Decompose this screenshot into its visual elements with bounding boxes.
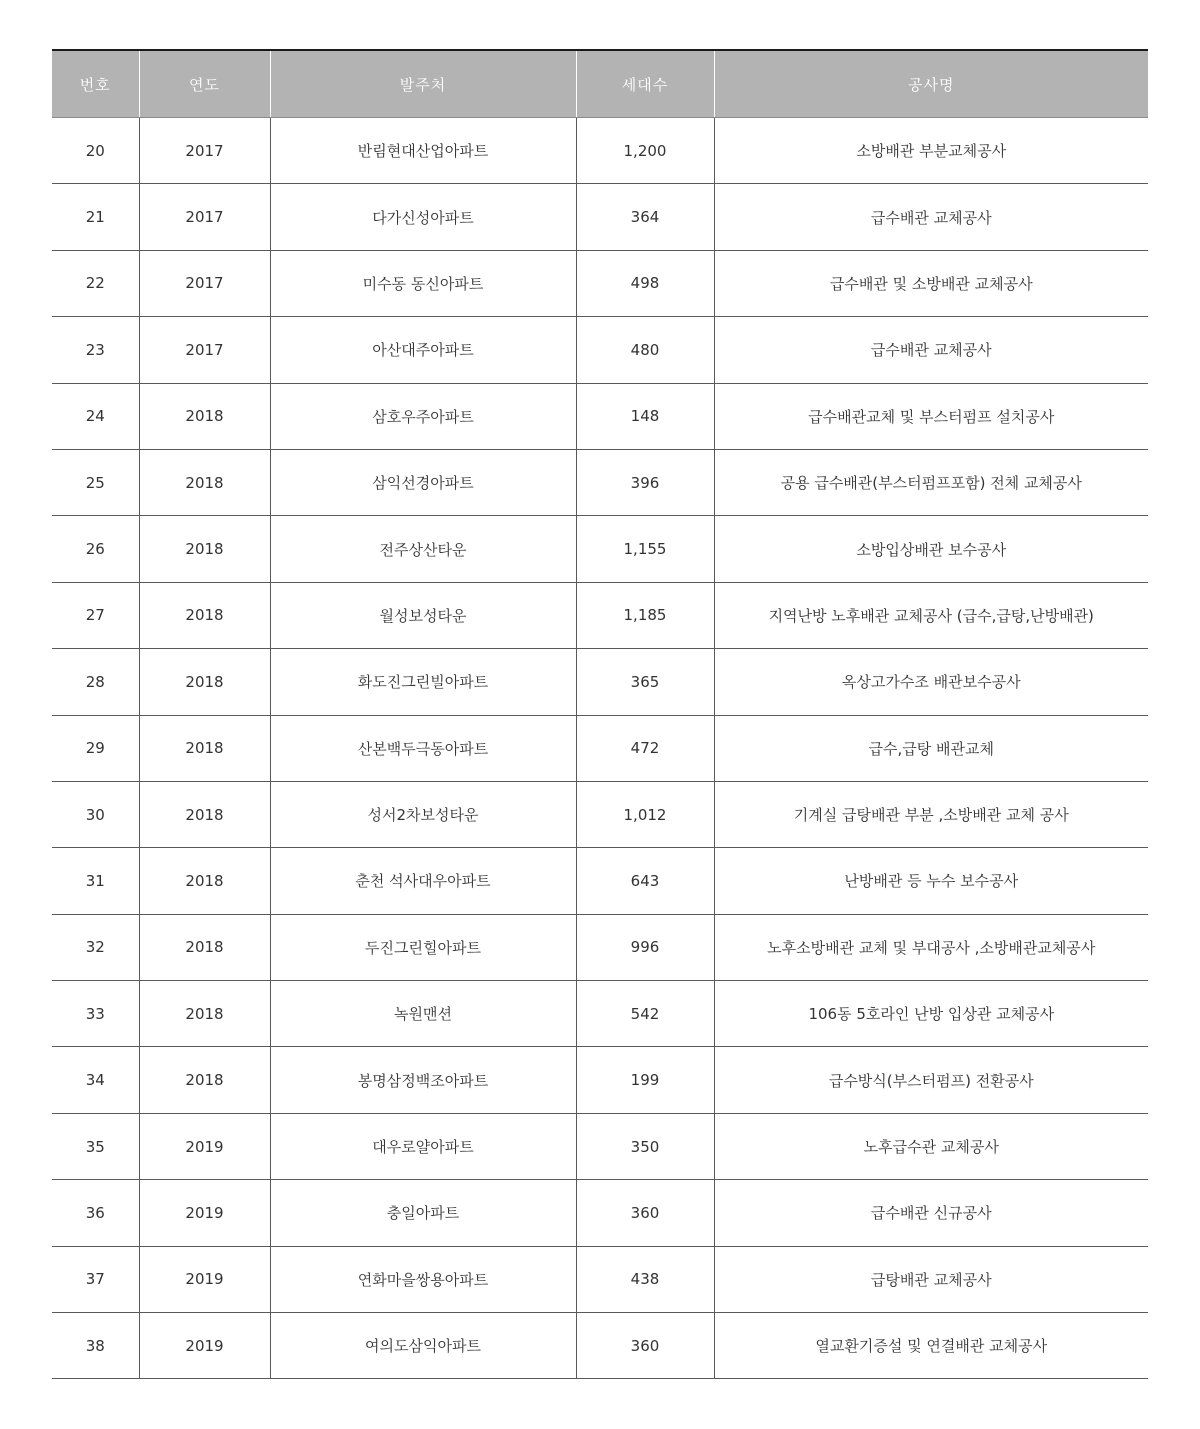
cell-units: 438	[576, 1246, 714, 1312]
cell-project-name: 급수,급탕 배관교체	[714, 715, 1148, 781]
header-number: 번호	[52, 50, 139, 118]
table-row	[52, 383, 1148, 449]
cell-project-name: 노후소방배관 교체 및 부대공사 ,소방배관교체공사	[714, 914, 1148, 980]
table-row	[52, 1047, 1148, 1113]
table-row	[52, 649, 1148, 715]
cell-units: 996	[576, 914, 714, 980]
cell-project-name: 급수배관 교체공사	[714, 184, 1148, 250]
table-row	[52, 1313, 1148, 1379]
cell-project-name: 소방배관 부분교체공사	[714, 118, 1148, 184]
cell-number: 28	[52, 649, 139, 715]
table-row	[52, 1113, 1148, 1179]
table-row	[52, 781, 1148, 847]
cell-client: 화도진그린빌아파트	[270, 649, 576, 715]
cell-project-name: 지역난방 노후배관 교체공사 (급수,급탕,난방배관)	[714, 582, 1148, 648]
cell-units: 364	[576, 184, 714, 250]
cell-units: 365	[576, 649, 714, 715]
cell-number: 31	[52, 848, 139, 914]
cell-year: 2019	[139, 1180, 270, 1246]
cell-year: 2018	[139, 449, 270, 515]
cell-year: 2018	[139, 649, 270, 715]
table-row	[52, 184, 1148, 250]
cell-year: 2018	[139, 582, 270, 648]
cell-client: 녹원맨션	[270, 981, 576, 1047]
cell-number: 34	[52, 1047, 139, 1113]
cell-year: 2018	[139, 981, 270, 1047]
cell-year: 2018	[139, 848, 270, 914]
cell-number: 24	[52, 383, 139, 449]
cell-project-name: 106동 5호라인 난방 입상관 교체공사	[714, 981, 1148, 1047]
cell-number: 25	[52, 449, 139, 515]
cell-units: 1,155	[576, 516, 714, 582]
project-history-table-container	[52, 49, 1148, 1379]
cell-project-name: 급수배관교체 및 부스터펌프 설치공사	[714, 383, 1148, 449]
cell-units: 360	[576, 1313, 714, 1379]
cell-project-name: 급수배관 신규공사	[714, 1180, 1148, 1246]
cell-number: 36	[52, 1180, 139, 1246]
cell-project-name: 열교환기증설 및 연결배관 교체공사	[714, 1313, 1148, 1379]
cell-client: 연화마을쌍용아파트	[270, 1246, 576, 1312]
cell-client: 충일아파트	[270, 1180, 576, 1246]
table-row	[52, 848, 1148, 914]
cell-year: 2018	[139, 914, 270, 980]
header-project-name: 공사명	[714, 50, 1148, 118]
cell-number: 33	[52, 981, 139, 1047]
table-row	[52, 1246, 1148, 1312]
cell-client: 두진그린힐아파트	[270, 914, 576, 980]
cell-units: 1,200	[576, 118, 714, 184]
cell-client: 성서2차보성타운	[270, 781, 576, 847]
cell-project-name: 급수방식(부스터펌프) 전환공사	[714, 1047, 1148, 1113]
cell-units: 396	[576, 449, 714, 515]
header-year: 연도	[139, 50, 270, 118]
cell-client: 여의도삼익아파트	[270, 1313, 576, 1379]
cell-client: 반림현대산업아파트	[270, 118, 576, 184]
table-row	[52, 914, 1148, 980]
cell-project-name: 급수배관 및 소방배관 교체공사	[714, 250, 1148, 316]
cell-client: 미수동 동신아파트	[270, 250, 576, 316]
cell-project-name: 공용 급수배관(부스터펌프포함) 전체 교체공사	[714, 449, 1148, 515]
cell-project-name: 기계실 급탕배관 부분 ,소방배관 교체 공사	[714, 781, 1148, 847]
cell-number: 37	[52, 1246, 139, 1312]
cell-client: 춘천 석사대우아파트	[270, 848, 576, 914]
table-row	[52, 118, 1148, 184]
cell-units: 498	[576, 250, 714, 316]
header-client: 발주처	[270, 50, 576, 118]
cell-year: 2018	[139, 516, 270, 582]
cell-project-name: 노후급수관 교체공사	[714, 1113, 1148, 1179]
cell-year: 2019	[139, 1113, 270, 1179]
cell-client: 삼호우주아파트	[270, 383, 576, 449]
cell-client: 산본백두극동아파트	[270, 715, 576, 781]
table-row	[52, 449, 1148, 515]
cell-year: 2017	[139, 250, 270, 316]
cell-units: 480	[576, 317, 714, 383]
cell-units: 1,185	[576, 582, 714, 648]
table-row	[52, 715, 1148, 781]
cell-units: 1,012	[576, 781, 714, 847]
cell-year: 2018	[139, 383, 270, 449]
cell-number: 29	[52, 715, 139, 781]
cell-units: 148	[576, 383, 714, 449]
cell-number: 22	[52, 250, 139, 316]
cell-project-name: 급수배관 교체공사	[714, 317, 1148, 383]
cell-project-name: 소방입상배관 보수공사	[714, 516, 1148, 582]
cell-year: 2017	[139, 317, 270, 383]
cell-units: 643	[576, 848, 714, 914]
cell-units: 199	[576, 1047, 714, 1113]
cell-client: 대우로얄아파트	[270, 1113, 576, 1179]
cell-project-name: 급탕배관 교체공사	[714, 1246, 1148, 1312]
table-header	[52, 50, 1148, 118]
cell-client: 아산대주아파트	[270, 317, 576, 383]
table-row	[52, 981, 1148, 1047]
cell-project-name: 옥상고가수조 배관보수공사	[714, 649, 1148, 715]
table-body	[52, 118, 1148, 1379]
cell-year: 2019	[139, 1313, 270, 1379]
cell-year: 2018	[139, 715, 270, 781]
cell-year: 2019	[139, 1246, 270, 1312]
cell-year: 2018	[139, 1047, 270, 1113]
header-units: 세대수	[576, 50, 714, 118]
cell-units: 350	[576, 1113, 714, 1179]
cell-year: 2017	[139, 184, 270, 250]
cell-number: 20	[52, 118, 139, 184]
cell-number: 23	[52, 317, 139, 383]
cell-client: 봉명삼정백조아파트	[270, 1047, 576, 1113]
cell-number: 38	[52, 1313, 139, 1379]
cell-units: 542	[576, 981, 714, 1047]
cell-number: 32	[52, 914, 139, 980]
cell-number: 30	[52, 781, 139, 847]
cell-number: 27	[52, 582, 139, 648]
header-row	[52, 50, 1148, 118]
cell-client: 월성보성타운	[270, 582, 576, 648]
table-row	[52, 582, 1148, 648]
cell-number: 26	[52, 516, 139, 582]
cell-client: 삼익선경아파트	[270, 449, 576, 515]
cell-number: 21	[52, 184, 139, 250]
cell-year: 2018	[139, 781, 270, 847]
table-row	[52, 1180, 1148, 1246]
project-history-table	[52, 49, 1148, 1379]
table-row	[52, 250, 1148, 316]
cell-client: 전주상산타운	[270, 516, 576, 582]
table-row	[52, 317, 1148, 383]
cell-number: 35	[52, 1113, 139, 1179]
cell-client: 다가신성아파트	[270, 184, 576, 250]
cell-units: 360	[576, 1180, 714, 1246]
cell-year: 2017	[139, 118, 270, 184]
table-row	[52, 516, 1148, 582]
cell-project-name: 난방배관 등 누수 보수공사	[714, 848, 1148, 914]
cell-units: 472	[576, 715, 714, 781]
